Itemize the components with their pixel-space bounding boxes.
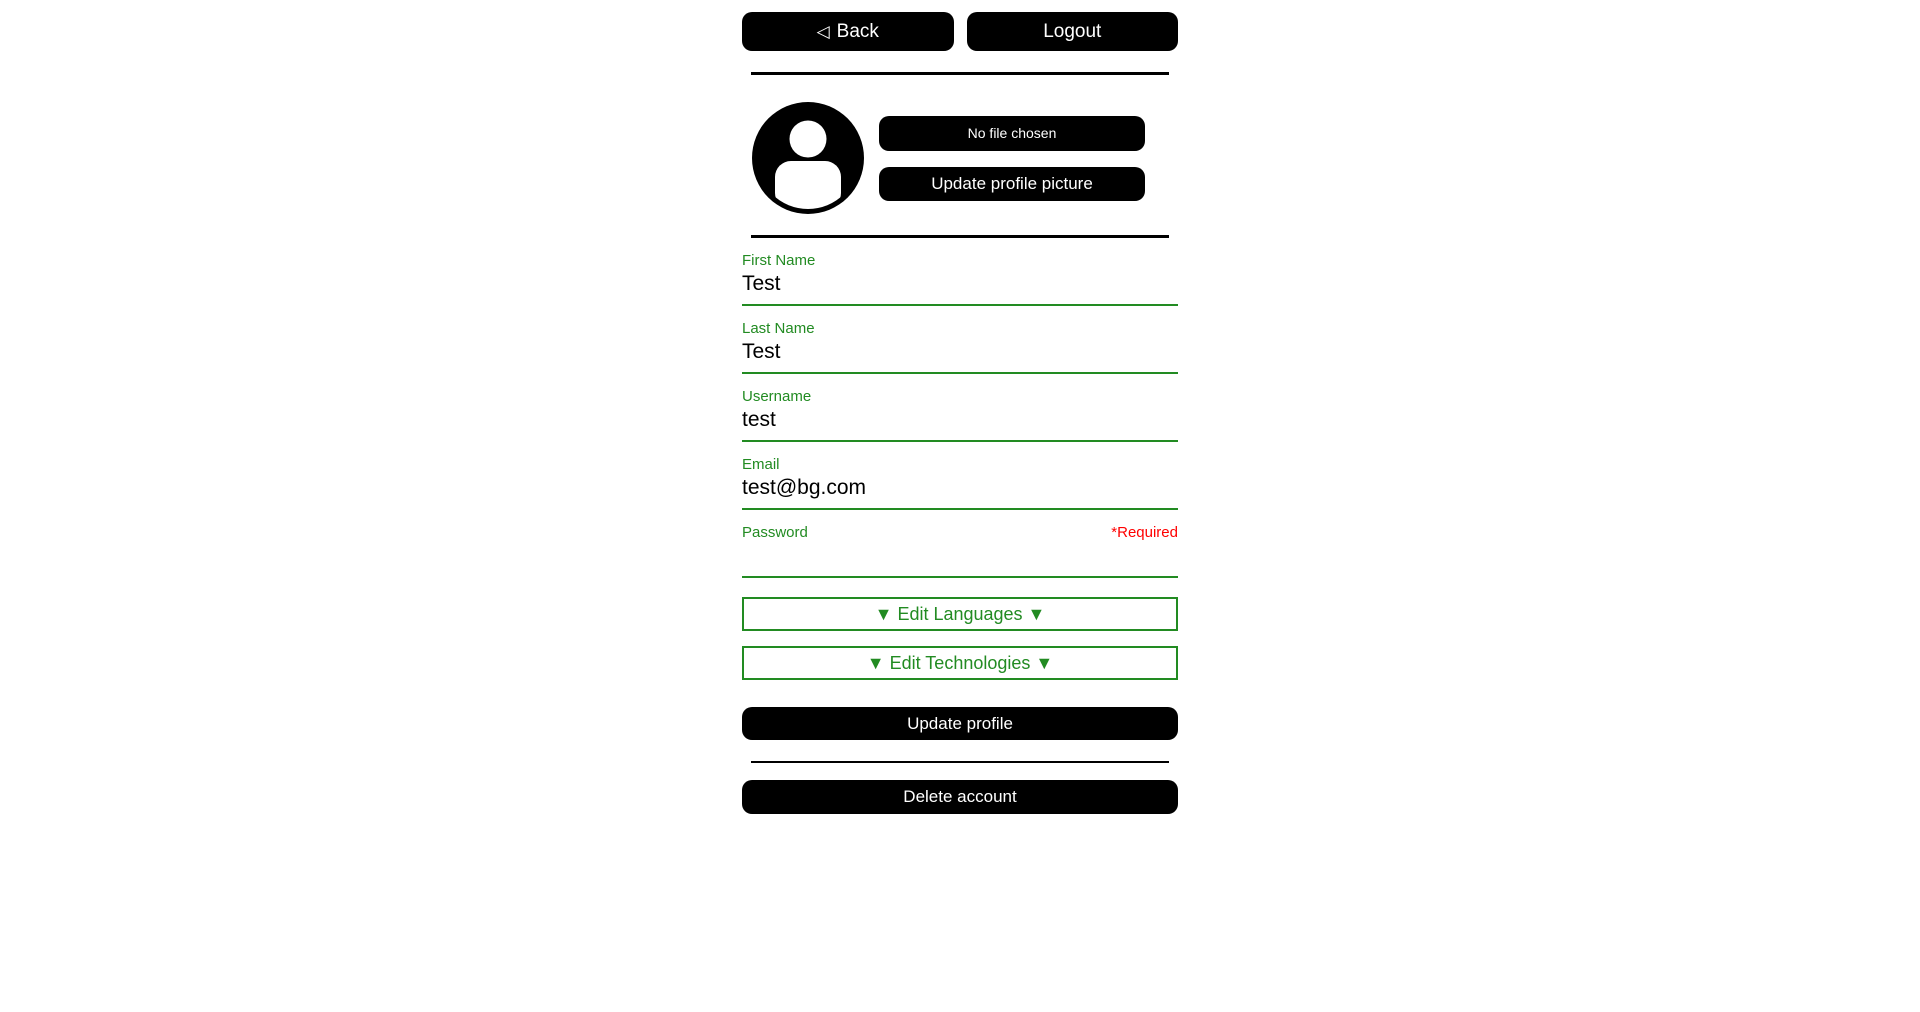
logout-button-label: Logout — [1043, 20, 1102, 42]
username-label: Username — [742, 388, 812, 405]
first-name-field — [742, 252, 1178, 306]
edit-technologies-button[interactable]: ▼ Edit Technologies ▼ — [742, 646, 1178, 680]
username-input[interactable] — [742, 405, 1178, 442]
first-name-label: First Name — [742, 252, 816, 269]
delete-account-button[interactable] — [742, 780, 1178, 814]
last-name-label: Last Name — [742, 320, 815, 337]
email-field — [742, 456, 1178, 510]
choose-file-button[interactable] — [879, 116, 1145, 151]
password-field — [742, 524, 1178, 578]
password-input[interactable] — [742, 541, 1178, 578]
picture-buttons — [879, 116, 1145, 201]
last-name-input[interactable] — [742, 337, 1178, 374]
email-input[interactable] — [742, 473, 1178, 510]
first-name-input[interactable] — [742, 269, 1178, 306]
password-label-row — [742, 524, 1178, 541]
email-label: Email — [742, 456, 780, 473]
username-field — [742, 388, 1178, 442]
danger-divider — [751, 761, 1169, 763]
profile-picture-section — [742, 102, 1178, 214]
edit-languages-button[interactable]: ▼ Edit Languages ▼ — [742, 597, 1178, 631]
section-divider — [751, 235, 1169, 238]
last-name-field — [742, 320, 1178, 374]
profile-page — [742, 0, 1178, 814]
password-label: Password — [742, 524, 808, 541]
update-profile-button[interactable] — [742, 707, 1178, 740]
update-profile-picture-label: Update profile picture — [931, 173, 1093, 193]
back-button[interactable] — [742, 12, 954, 51]
delete-account-label: Delete account — [903, 787, 1017, 806]
logout-button[interactable] — [967, 12, 1179, 51]
update-profile-picture-button[interactable] — [879, 167, 1145, 201]
header — [742, 12, 1178, 51]
account-circle-icon — [752, 102, 864, 214]
back-button-label: Back — [836, 20, 879, 42]
back-arrow-icon: ◁ — [816, 21, 830, 41]
file-chosen-status: No file chosen — [967, 125, 1057, 141]
header-divider — [751, 72, 1169, 75]
required-badge: *Required — [1111, 524, 1178, 541]
update-profile-label: Update profile — [907, 713, 1013, 733]
